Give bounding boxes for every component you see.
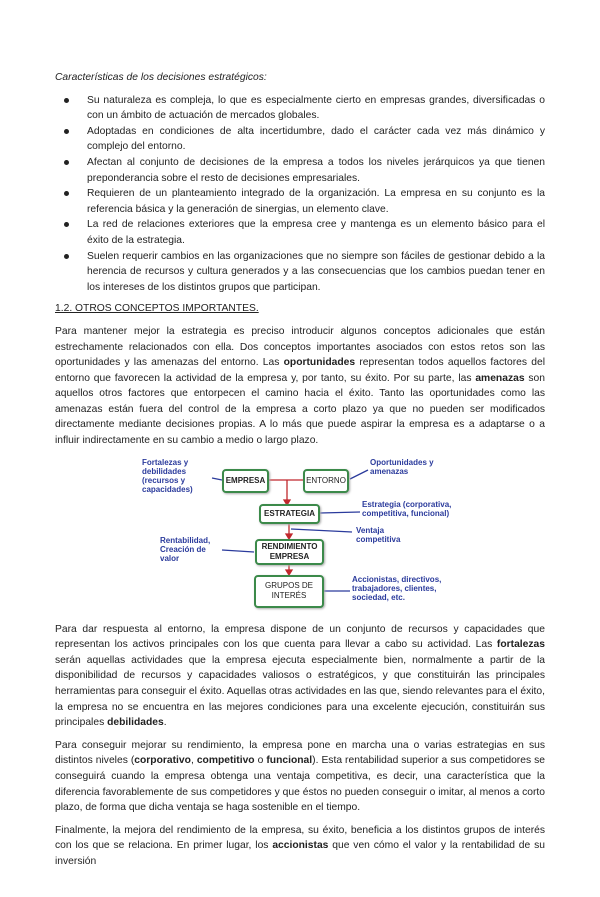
label-rentabilidad: Rentabilidad, Creación de valor <box>160 535 211 563</box>
bold-term: funcional <box>266 755 313 767</box>
label-fortalezas: Fortalezas y debilidades (recursos y capacidades) <box>142 457 193 494</box>
text: ). Esta rentabilidad superior a sus competidores se conseguirá cuando la empresa obtenga una ventaja competitiva, es decir, una característica que la diferencia favorablemente de sus competidores y que éstos no pueden conseguir o imitar, al menos a corto plazo, de forma que dicha ventaja se haga sostenible en el tiempo. <box>55 755 545 814</box>
list-item: La red de relaciones exteriores que la empresa cree y mantenga es un elemento básico para el éxito de la estrategia. <box>55 217 545 248</box>
section-title: 1.2. OTROS CONCEPTOS IMPORTANTES. <box>55 303 259 315</box>
bold-term: amenazas <box>475 372 525 384</box>
text: , <box>190 755 197 767</box>
text: o <box>254 755 267 767</box>
text: Para mantener mejor la estrategia es preciso introducir algunos conceptos adicionales que están estrechamente relacionados con ella. Dos conceptos importantes asociados con estos retos son las oportunidades y las amenazas del entorno. Las <box>55 325 545 369</box>
bold-term: accionistas <box>272 840 329 852</box>
text: Para conseguir mejorar su rendimiento, la empresa pone en marcha una o varias estrategias en sus distintos niveles ( <box>55 739 545 767</box>
bold-term: fortalezas <box>496 639 545 651</box>
label-accionistas: Accionistas, directivos, trabajadores, clientes, sociedad, etc. <box>352 574 442 602</box>
bold-term: competitivo <box>196 755 255 767</box>
section-heading-italic: Características de los decisiones estratégicos: <box>55 72 267 83</box>
list-item: Adoptadas en condiciones de alta incertidumbre, dado el carácter cada vez más dinámico y complejo del entorno. <box>55 124 545 155</box>
bullet-list <box>55 93 545 296</box>
bold-term: debilidades <box>107 717 164 729</box>
paragraph <box>55 738 545 816</box>
text: son aquellos otros factores que entorpecen el camino hacia el éxito. Tanto las oportunidades como las amenazas están fuera del control de la empresa a corto plazo ya que no pueden ser modificados directamente mediante decisiones propias. A lo más que puede aspirar la empresa es a adaptarse o a influir indirectamente en su cambio a medio o largo plazo. <box>55 372 545 447</box>
bold-term: corporativo <box>134 755 191 767</box>
label-oportunidades: Oportunidades y amenazas <box>370 457 434 476</box>
list-item: Requieren de un planteamiento integrado de la organización. La empresa en su conjunto es la referencia básica y la generación de sinergias, un elemento clave. <box>55 186 545 217</box>
text: Para dar respuesta al entorno, la empresa dispone de un conjunto de recursos y capacidades que representan los activos principales con los que cuenta para llevar a cabo su actividad. Las <box>55 623 545 651</box>
text: serán aquellas actividades que la empresa ejecuta especialmente bien, normalmente a partir de la disponibilidad de recursos y capacidades valiosos o estratégicos, y que constituirán las principales herramientas para conseguir el éxito. Aquellas otras actividades en las que, siendo relevantes para el éxito, la empresa no se encuentra en las mejores condiciones para una excelente ejecución, constituirán sus principales <box>55 654 545 729</box>
box-rendimiento: RENDIMIENTO EMPRESA <box>255 539 324 565</box>
label-ventaja: Ventaja competitiva <box>356 525 401 544</box>
strategy-diagram <box>0 456 600 614</box>
list-item: Afectan al conjunto de decisiones de la empresa a todos los niveles jerárquicos ya que tienen preponderancia sobre el resto de decisiones empresariales. <box>55 155 545 186</box>
label-estrategia: Estrategia (corporativa, competitiva, funcional) <box>362 499 452 518</box>
text: que ven cómo el valor y la rentabilidad de su inversión <box>55 840 545 867</box>
box-empresa: EMPRESA <box>222 469 269 493</box>
text: . <box>163 717 167 729</box>
box-grupos-interes: GRUPOS DE INTERÉS <box>254 575 324 608</box>
list-item: Suelen requerir cambios en las organizaciones que no siempre son fáciles de gestionar debido a la herencia de recursos y cultura generados y a las consecuencias que los cambios puedan tener en los intereses de los distintos grupos que participan. <box>55 249 545 296</box>
text: Finalmente, la mejora del rendimiento de la empresa, su éxito, beneficia a los distintos grupos de interés con los que se relaciona. En primer lugar, los <box>55 824 545 852</box>
paragraph <box>55 622 545 731</box>
box-estrategia: ESTRATEGIA <box>259 504 320 524</box>
paragraph <box>55 324 545 449</box>
text: representan todos aquellos factores del entorno que favorecen la actividad de la empresa y, por tanto, su éxito. Por su parte, las <box>55 357 545 384</box>
paragraph <box>55 823 545 870</box>
list-item: Su naturaleza es compleja, lo que es especialmente cierto en empresas grandes, diversificadas o con un ámbito de actuación de mercados globales. <box>55 93 545 124</box>
bold-term: oportunidades <box>283 357 356 369</box>
box-entorno: ENTORNO <box>303 469 349 493</box>
